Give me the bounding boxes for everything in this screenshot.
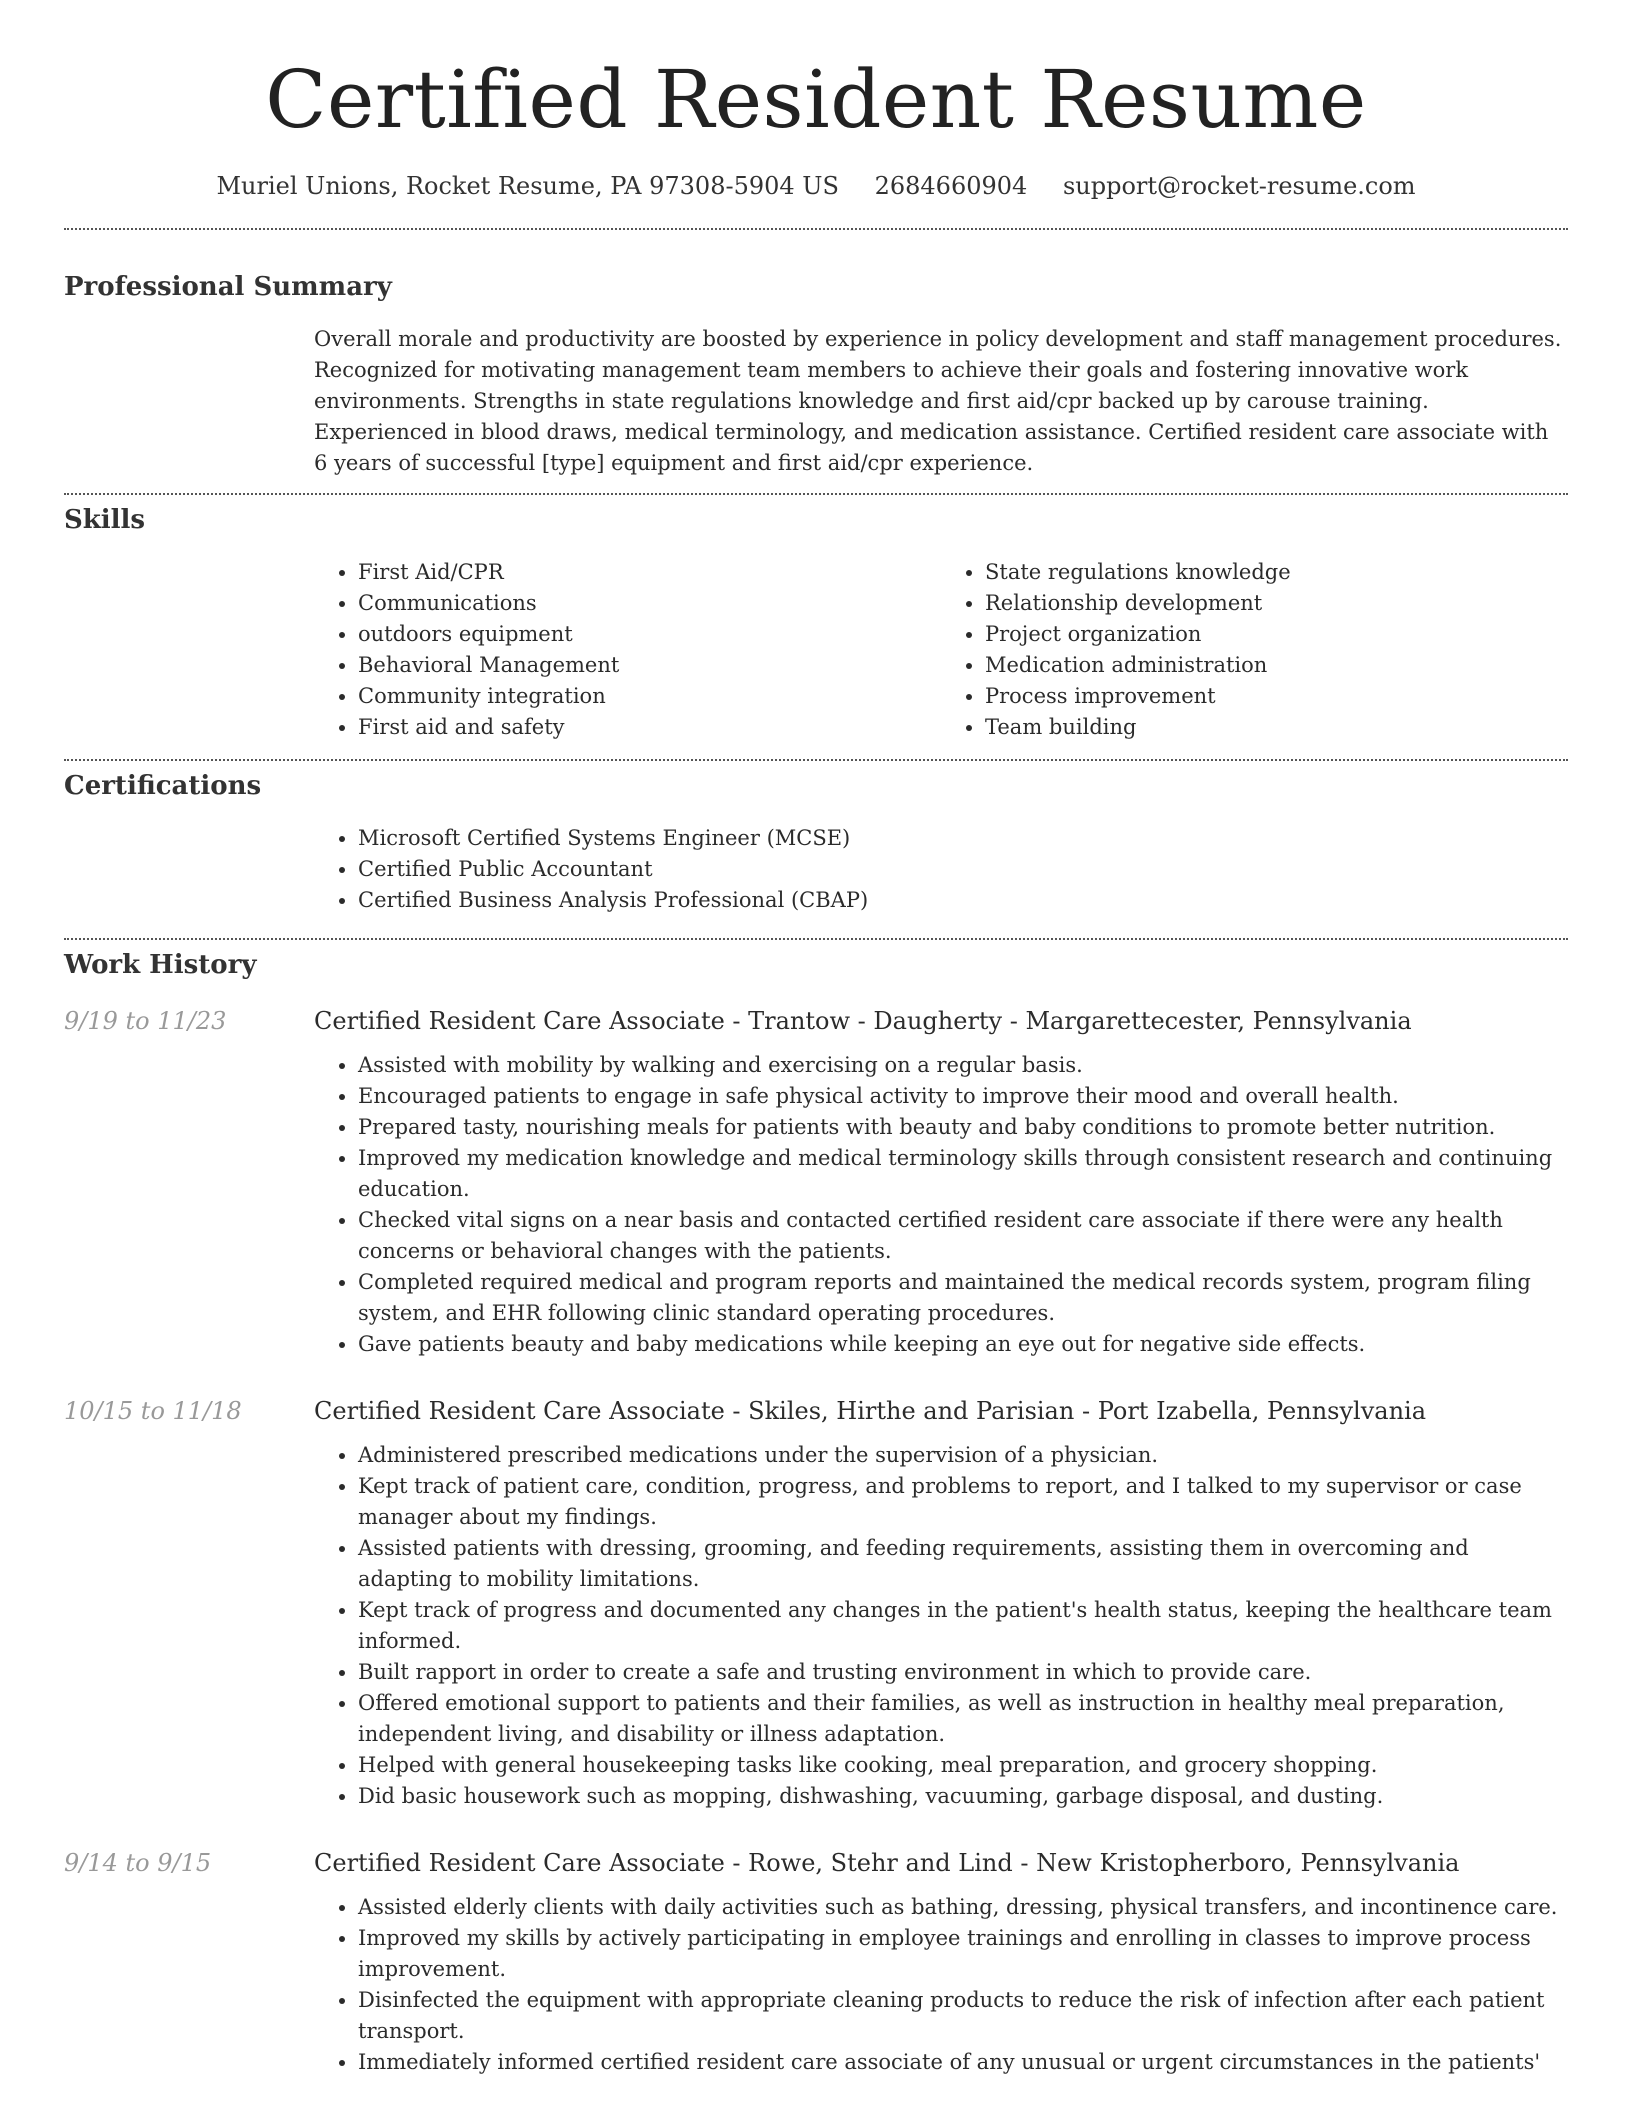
job-bullet: • Kept track of patient care, condition, progress, and problems to report, and I talked to my supervisor or case manager about my findings. [358, 1471, 1568, 1533]
contact-phone: 2684660904 [874, 172, 1028, 200]
skill-item: • State regulations knowledge [985, 557, 1568, 588]
job-bullet: • Assisted with mobility by walking and exercising on a regular basis. [358, 1050, 1568, 1081]
skill-item: • First Aid/CPR [358, 557, 941, 588]
skill-item: • outdoors equipment [358, 619, 941, 650]
summary-section [64, 270, 1568, 479]
job-bullet: • Did basic housework such as mopping, dishwashing, vacuuming, garbage disposal, and dusting. [358, 1781, 1568, 1812]
job-bullet: • Encouraged patients to engage in safe physical activity to improve their mood and overall health. [358, 1081, 1568, 1112]
certifications-list [314, 823, 1568, 916]
skills-list-left [314, 557, 941, 743]
contact-email: support@rocket-resume.com [1062, 172, 1416, 200]
job-bullet: • Assisted patients with dressing, grooming, and feeding requirements, assisting them in overcoming and adapting to mobility limitations. [358, 1533, 1568, 1595]
contact-address: Muriel Unions, Rocket Resume, PA 97308-5904 US [216, 172, 839, 200]
job-body [314, 1394, 1568, 1812]
job-dates: 9/19 to 11/23 [64, 1007, 227, 1035]
job-title: Certified Resident Care Associate - Rowe, Stehr and Lind - New Kristopherboro, Pennsylvania [314, 1849, 1460, 1877]
job-bullets [314, 1050, 1568, 1360]
section-title-work: Work History [64, 950, 257, 980]
section-title-skills: Skills [64, 505, 146, 535]
job-bullets [314, 1440, 1568, 1812]
resume-title: Certified Resident Resume [265, 53, 1367, 146]
job-bullet: • Assisted elderly clients with daily activities such as bathing, dressing, physical transfers, and incontinence care. [358, 1892, 1568, 1923]
job-body [314, 1846, 1568, 2078]
skills-section [64, 503, 1568, 743]
skills-grid [314, 557, 1568, 743]
divider [64, 759, 1568, 761]
section-title-certifications: Certifications [64, 771, 262, 801]
job-bullet: • Improved my medication knowledge and medical terminology skills through consistent research and continuing education. [358, 1143, 1568, 1205]
skill-item: • Process improvement [985, 681, 1568, 712]
skills-list-right [941, 557, 1568, 743]
job-bullet: • Helped with general housekeeping tasks like cooking, meal preparation, and grocery shopping. [358, 1750, 1568, 1781]
job-bullet: • Immediately informed certified resident care associate of any unusual or urgent circumstances in the patients' [358, 2047, 1568, 2078]
job-bullet: • Built rapport in order to create a safe and trusting environment in which to provide care. [358, 1657, 1568, 1688]
job-bullet: • Improved my skills by actively participating in employee trainings and enrolling in classes to improve process improvement. [358, 1923, 1568, 1985]
job-bullet: • Disinfected the equipment with appropriate cleaning products to reduce the risk of infection after each patient transport. [358, 1985, 1568, 2047]
certifications-content [314, 823, 1568, 916]
certifications-section [64, 769, 1568, 916]
divider [64, 228, 1568, 230]
work-section [64, 948, 1568, 2078]
job-entry [64, 1394, 1568, 1812]
skill-item: • Project organization [985, 619, 1568, 650]
job-bullet: • Kept track of progress and documented any changes in the patient's health status, keeping the healthcare team informed. [358, 1595, 1568, 1657]
section-title-summary: Professional Summary [64, 272, 392, 302]
job-dates: 10/15 to 11/18 [64, 1397, 242, 1425]
job-bullet: • Checked vital signs on a near basis and contacted certified resident care associate if there were any health concerns or behavioral changes with the patients. [358, 1205, 1568, 1267]
job-entry [64, 1004, 1568, 1360]
skill-item: • Behavioral Management [358, 650, 941, 681]
skill-item: • First aid and safety [358, 712, 941, 743]
job-bullet: • Gave patients beauty and baby medications while keeping an eye out for negative side effects. [358, 1329, 1568, 1360]
job-body [314, 1004, 1568, 1360]
summary-text: Overall morale and productivity are boosted by experience in policy development and staff management procedures. Recognized for motivating management team members to achieve their goals and fostering innovative work environments. Strengths in state regulations knowledge and first aid/cpr backed up by carouse training. Experienced in blood draws, medical terminology, and medication assistance. Certified resident care associate with 6 years of successful [type] equipment and first aid/cpr experience. [314, 327, 1562, 475]
skill-item: • Community integration [358, 681, 941, 712]
job-title: Certified Resident Care Associate - Skiles, Hirthe and Parisian - Port Izabella, Pennsylvania [314, 1397, 1427, 1425]
job-bullet: • Offered emotional support to patients and their families, as well as instruction in healthy meal preparation, independent living, and disability or illness adaptation. [358, 1688, 1568, 1750]
job-title: Certified Resident Care Associate - Trantow - Daugherty - Margarettecester, Pennsylvania [314, 1007, 1412, 1035]
skill-item: • Communications [358, 588, 941, 619]
certification-item: • Certified Business Analysis Professional (CBAP) [358, 885, 1568, 916]
job-bullet: • Prepared tasty, nourishing meals for patients with beauty and baby conditions to promote better nutrition. [358, 1112, 1568, 1143]
divider [64, 938, 1568, 940]
job-entry [64, 1846, 1568, 2078]
certification-item: • Certified Public Accountant [358, 854, 1568, 885]
job-bullets [314, 1892, 1568, 2078]
skill-item: • Medication administration [985, 650, 1568, 681]
skill-item: • Team building [985, 712, 1568, 743]
job-bullet: • Administered prescribed medications under the supervision of a physician. [358, 1440, 1568, 1471]
resume-page [64, 0, 1568, 2078]
contact-line [64, 170, 1568, 202]
skill-item: • Relationship development [985, 588, 1568, 619]
job-bullet: • Completed required medical and program reports and maintained the medical records system, program filing system, and EHR following clinic standard operating procedures. [358, 1267, 1568, 1329]
job-dates: 9/14 to 9/15 [64, 1849, 212, 1877]
certification-item: • Microsoft Certified Systems Engineer (MCSE) [358, 823, 1568, 854]
divider [64, 493, 1568, 495]
